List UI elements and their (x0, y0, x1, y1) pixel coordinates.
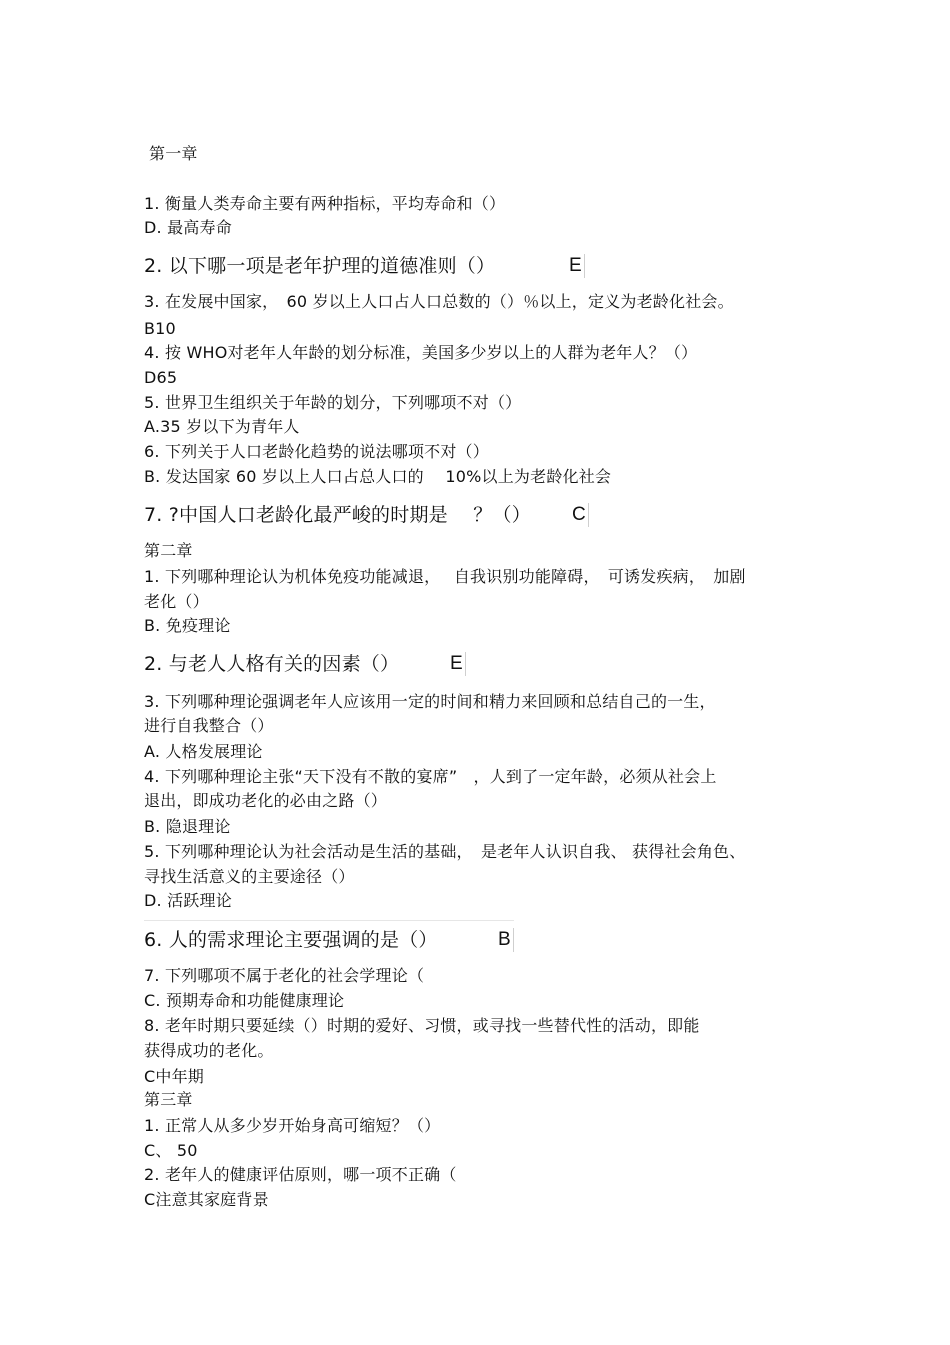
question-text-continued: 寻找生活意义的主要途径（） (144, 867, 355, 886)
question-text-continued: 获得成功的老化。 (144, 1041, 274, 1060)
divider (144, 920, 514, 921)
answer-text: B. 隐退理论 (144, 817, 231, 836)
answer-text: D65 (144, 368, 178, 387)
answer-text: B10 (144, 319, 176, 338)
question-text: 4. 下列哪种理论主张“天下没有不散的宴席” ，人到了一定年龄，必须从社会上 (144, 767, 717, 786)
question-text: 5. 世界卫生组织关于年龄的划分，下列哪项不对（） (144, 393, 522, 412)
chapter-title: 第一章 (149, 144, 198, 163)
answer-letter: C (572, 503, 589, 527)
question-text: 6. 下列关于人口老龄化趋势的说法哪项不对（） (144, 442, 489, 461)
question-text: 6. 人的需求理论主要强调的是（） (144, 929, 438, 951)
question-text: 8. 老年时期只要延续（）时期的爱好、习惯，或寻找一些替代性的活动，即能 (144, 1016, 700, 1035)
chapter-title: 第二章 (144, 541, 193, 560)
question-text: 7. 下列哪项不属于老化的社会学理论（ (144, 966, 425, 985)
question-text: 3. 在发展中国家， 60 岁以上人口占人口总数的（）％以上，定义为老龄化社会。 (144, 292, 734, 311)
answer-text: B. 发达国家 60 岁以上人口占总人口的 10%以上为老龄化社会 (144, 467, 612, 486)
chapter-title: 第三章 (144, 1090, 193, 1109)
question-text: 4. 按 WHO对老年人年龄的划分标准，美国多少岁以上的人群为老年人？（） (144, 343, 698, 362)
question-text-continued: 进行自我整合（） (144, 716, 274, 735)
question-text: 1. 正常人从多少岁开始身高可缩短？（） (144, 1116, 441, 1135)
question-text: 2. 老年人的健康评估原则，哪一项不正确（ (144, 1165, 457, 1184)
question-text: 1. 下列哪种理论认为机体免疫功能减退， 自我识别功能障碍， 可诱发疾病， 加剧 (144, 567, 746, 586)
answer-text: D. 最高寿命 (144, 218, 232, 237)
question-text: 2. 与老人人格有关的因素（） (144, 653, 400, 675)
answer-text: A. 人格发展理论 (144, 742, 263, 761)
answer-text: B. 免疫理论 (144, 616, 231, 635)
answer-text: A.35 岁以下为青年人 (144, 417, 300, 436)
answer-text: C注意其家庭背景 (144, 1190, 269, 1209)
answer-text: C、 50 (144, 1141, 198, 1160)
answer-text: D. 活跃理论 (144, 891, 232, 910)
answer-letter: E (569, 254, 585, 278)
question-text: 2. 以下哪一项是老年护理的道德准则（） (144, 255, 496, 277)
question-text-continued: 退出，即成功老化的必由之路（） (144, 791, 388, 810)
answer-letter: E (450, 652, 466, 676)
question-text: 7. ?中国人口老龄化最严峻的时期是 ？（） (144, 504, 531, 526)
answer-text: C. 预期寿命和功能健康理论 (144, 991, 345, 1010)
question-text: 5. 下列哪种理论认为社会活动是生活的基础， 是老年人认识自我、 获得社会角色、 (144, 842, 746, 861)
question-text: 3. 下列哪种理论强调老年人应该用一定的时间和精力来回顾和总结自己的一生， (144, 692, 716, 711)
answer-text: C中年期 (144, 1067, 204, 1086)
question-text: 1. 衡量人类寿命主要有两种指标，平均寿命和（） (144, 194, 506, 213)
question-text-continued: 老化（） (144, 592, 209, 611)
answer-letter: B (498, 928, 514, 952)
